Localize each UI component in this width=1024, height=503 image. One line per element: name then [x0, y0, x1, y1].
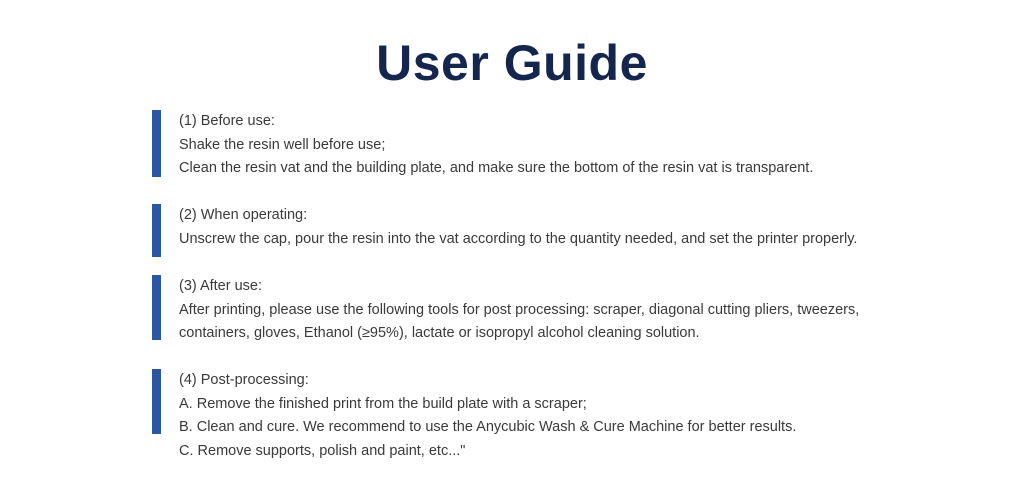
section-line: C. Remove supports, polish and paint, etc...": [179, 442, 466, 459]
section-line: Clean the resin vat and the building plate, and make sure the bottom of the resin vat is transparent.: [179, 160, 814, 176]
section-line: After printing, please use the following tools for post processing: scraper, diagonal cutting pliers, tweezers,: [179, 301, 860, 318]
section-heading: (4) Post-processing:: [179, 372, 309, 388]
section-accent-bar: [152, 204, 161, 257]
section-heading: (2) When operating:: [179, 207, 308, 223]
section-accent-bar: [152, 110, 161, 177]
section-accent-bar: [152, 275, 161, 340]
section-line: Unscrew the cap, pour the resin into the vat according to the quantity needed, and set the printer properly.: [179, 230, 858, 247]
section-line: Shake the resin well before use;: [179, 136, 386, 153]
section-line: B. Clean and cure. We recommend to use the Anycubic Wash & Cure Machine for better results.: [179, 419, 797, 435]
section-accent-bar: [152, 369, 161, 434]
section-line: containers, gloves, Ethanol (≥95%), lactate or isopropyl alcohol cleaning solution.: [179, 325, 700, 341]
section-heading: (1) Before use:: [179, 113, 275, 129]
page-title: User Guide: [376, 35, 648, 91]
section-line: A. Remove the finished print from the build plate with a scraper;: [179, 395, 587, 412]
section-heading: (3) After use:: [179, 278, 263, 294]
